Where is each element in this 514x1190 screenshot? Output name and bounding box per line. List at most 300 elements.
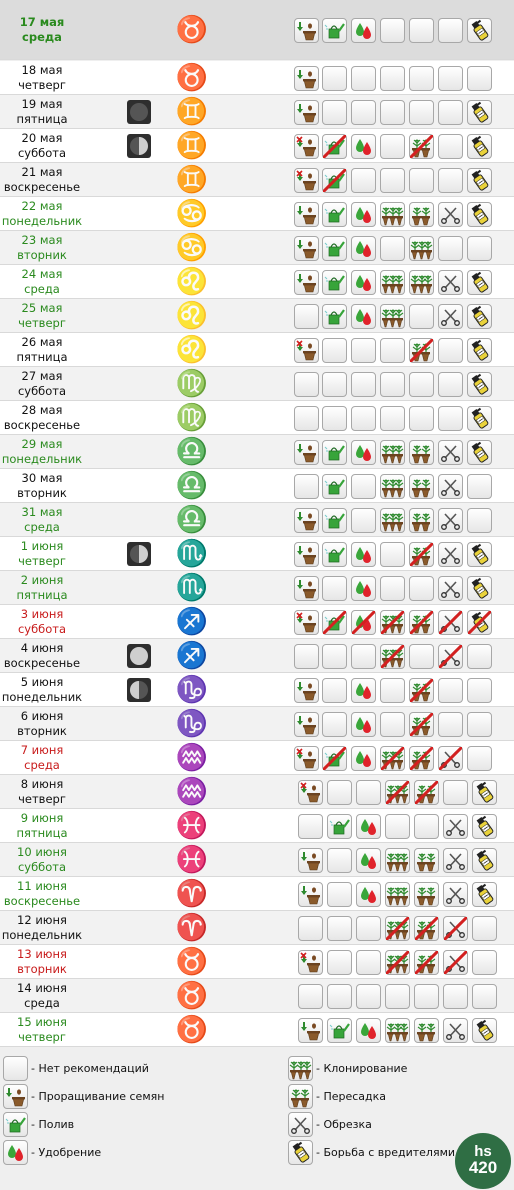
- germination-icon: [294, 678, 319, 703]
- day-row: [0, 367, 514, 401]
- transplant-icon: [409, 440, 434, 465]
- day-row: [0, 809, 514, 843]
- germination-icon: [294, 134, 319, 159]
- day-date: [0, 945, 84, 979]
- day-date: [0, 231, 84, 265]
- zodiac-sign-icon: ♋: [175, 199, 209, 229]
- spray-bottle-icon: [467, 100, 492, 125]
- date-label: 20 мая: [21, 131, 63, 145]
- day-date: [0, 61, 84, 95]
- spray-bottle-icon: [467, 202, 492, 227]
- germination-icon: [294, 508, 319, 533]
- transplant-icon: [409, 542, 434, 567]
- zodiac-sign-icon: ♎: [175, 437, 209, 467]
- empty-cell: [356, 916, 381, 941]
- germination-icon: [294, 202, 319, 227]
- empty-cell: [438, 18, 463, 43]
- day-date: [0, 707, 84, 741]
- day-date: [0, 163, 84, 197]
- day-date: [0, 775, 84, 809]
- spray-bottle-icon: [467, 542, 492, 567]
- empty-cell: [438, 236, 463, 261]
- weekday-label: среда: [24, 520, 60, 534]
- scissors-icon: [438, 508, 463, 533]
- zodiac-sign-icon: ♓: [175, 811, 209, 841]
- transplant-icon: [409, 610, 434, 635]
- day-row: [0, 197, 514, 231]
- day-row: [0, 775, 514, 809]
- zodiac-sign-icon: ♊: [175, 97, 209, 127]
- day-row: [0, 469, 514, 503]
- empty-cell: [298, 984, 323, 1009]
- day-date: [0, 605, 84, 639]
- transplant-icon: [414, 1018, 439, 1043]
- empty-cell: [438, 678, 463, 703]
- transplant-icon: [414, 916, 439, 941]
- legend-item-pruning: - Обрезка: [288, 1112, 372, 1137]
- zodiac-sign-icon: ♎: [175, 505, 209, 535]
- fertilizer-drops-icon: [3, 1140, 28, 1165]
- zodiac-sign-icon: ♒: [175, 777, 209, 807]
- empty-cell: [438, 338, 463, 363]
- day-date: [0, 639, 84, 673]
- fertilizer-drops-icon: [351, 134, 376, 159]
- weekday-label: суббота: [17, 622, 67, 636]
- empty-cell: [380, 134, 405, 159]
- day-row: [0, 571, 514, 605]
- empty-cell: [380, 18, 405, 43]
- germination-icon: [294, 66, 319, 91]
- watering-can-icon: [322, 134, 347, 159]
- zodiac-sign-icon: ♉: [175, 63, 209, 93]
- spray-bottle-icon: [472, 814, 497, 839]
- empty-cell: [443, 780, 468, 805]
- cloning-icon: [380, 270, 405, 295]
- scissors-icon: [443, 814, 468, 839]
- day-row: [0, 537, 514, 571]
- spray-bottle-icon: [288, 1140, 313, 1165]
- zodiac-sign-icon: ♍: [175, 403, 209, 433]
- spray-bottle-icon: [467, 270, 492, 295]
- zodiac-sign-icon: ♌: [175, 335, 209, 365]
- day-date: [0, 979, 84, 1013]
- transplant-icon: [409, 134, 434, 159]
- zodiac-sign-icon: ♊: [175, 131, 209, 161]
- empty-cell: [438, 372, 463, 397]
- germination-icon: [298, 848, 323, 873]
- spray-bottle-icon: [472, 1018, 497, 1043]
- day-row: [0, 979, 514, 1013]
- fertilizer-drops-icon: [351, 270, 376, 295]
- day-date: [0, 843, 84, 877]
- empty-cell: [351, 168, 376, 193]
- empty-cell: [380, 100, 405, 125]
- watering-can-icon: [322, 508, 347, 533]
- spray-bottle-icon: [472, 780, 497, 805]
- empty-cell: [438, 66, 463, 91]
- date-label: 22 мая: [21, 199, 63, 213]
- empty-cell: [472, 984, 497, 1009]
- zodiac-sign-icon: ♉: [175, 15, 209, 45]
- weekday-label: суббота: [17, 860, 67, 874]
- day-row: [0, 945, 514, 979]
- zodiac-sign-icon: ♐: [175, 641, 209, 671]
- zodiac-sign-icon: ♈: [175, 913, 209, 943]
- fertilizer-drops-icon: [356, 882, 381, 907]
- empty-cell: [409, 372, 434, 397]
- empty-cell: [414, 814, 439, 839]
- weekday-label: пятница: [16, 588, 68, 602]
- fertilizer-drops-icon: [351, 712, 376, 737]
- spray-bottle-icon: [467, 576, 492, 601]
- empty-cell: [438, 134, 463, 159]
- empty-cell: [467, 712, 492, 737]
- empty-cell: [467, 508, 492, 533]
- watering-can-icon: [322, 440, 347, 465]
- day-row: [0, 0, 514, 60]
- empty-cell: [414, 984, 439, 1009]
- date-label: 11 июня: [17, 879, 67, 893]
- legend: [0, 1046, 514, 1190]
- fertilizer-drops-icon: [351, 18, 376, 43]
- scissors-icon: [438, 304, 463, 329]
- empty-cell: [472, 950, 497, 975]
- day-row: [0, 401, 514, 435]
- spray-bottle-icon: [472, 848, 497, 873]
- scissors-icon: [438, 542, 463, 567]
- empty-cell: [438, 712, 463, 737]
- germination-icon: [294, 100, 319, 125]
- legend-item-cloning: - Клонирование: [288, 1056, 407, 1081]
- weekday-label: пятница: [16, 350, 68, 364]
- date-label: 30 мая: [21, 471, 63, 485]
- legend-item-transplant: - Пересадка: [288, 1084, 386, 1109]
- zodiac-sign-icon: ♏: [175, 573, 209, 603]
- empty-cell: [351, 372, 376, 397]
- watering-can-icon: [322, 474, 347, 499]
- day-row: [0, 163, 514, 197]
- day-row: [0, 843, 514, 877]
- transplant-icon: [409, 746, 434, 771]
- transplant-icon: [414, 950, 439, 975]
- date-label: 4 июня: [20, 641, 64, 655]
- weekday-label: вторник: [17, 486, 67, 500]
- day-row: [0, 639, 514, 673]
- cloning-icon: [385, 848, 410, 873]
- watering-can-icon: [322, 270, 347, 295]
- day-row: [0, 129, 514, 163]
- empty-cell: [438, 100, 463, 125]
- zodiac-sign-icon: ♑: [175, 675, 209, 705]
- watering-can-icon: [322, 304, 347, 329]
- transplant-icon: [288, 1084, 313, 1109]
- date-label: 28 мая: [21, 403, 63, 417]
- scissors-icon: [438, 746, 463, 771]
- fertilizer-drops-icon: [351, 746, 376, 771]
- cloning-icon: [380, 202, 405, 227]
- germination-icon: [294, 712, 319, 737]
- moon-phase-first-quarter-icon: [127, 542, 151, 566]
- germination-icon: [294, 270, 319, 295]
- weekday-label: понедельник: [1, 452, 83, 466]
- empty-cell: [409, 100, 434, 125]
- weekday-label: четверг: [18, 1030, 66, 1044]
- spray-bottle-icon: [467, 134, 492, 159]
- watering-can-icon: [3, 1112, 28, 1137]
- date-label: 24 мая: [21, 267, 63, 281]
- moon-phase-first-quarter-icon: [127, 134, 151, 158]
- scissors-icon: [443, 882, 468, 907]
- weekday-label: понедельник: [1, 928, 83, 942]
- date-label: 6 июня: [20, 709, 64, 723]
- legend-item-none: - Нет рекомендаций: [3, 1056, 149, 1081]
- watering-can-icon: [322, 236, 347, 261]
- zodiac-sign-icon: ♍: [175, 369, 209, 399]
- cloning-icon: [385, 950, 410, 975]
- date-label: 26 мая: [21, 335, 63, 349]
- day-date: [0, 809, 84, 843]
- empty-cell: [409, 406, 434, 431]
- day-row: [0, 605, 514, 639]
- empty-cell: [294, 644, 319, 669]
- empty-cell: [356, 780, 381, 805]
- date-label: 19 мая: [21, 97, 63, 111]
- day-date: [0, 469, 84, 503]
- empty-cell: [380, 372, 405, 397]
- empty-cell: [351, 100, 376, 125]
- day-row: [0, 435, 514, 469]
- empty-cell: [322, 406, 347, 431]
- date-label: 10 июня: [17, 845, 67, 859]
- day-date: [0, 299, 84, 333]
- empty-cell: [380, 406, 405, 431]
- zodiac-sign-icon: ♊: [175, 165, 209, 195]
- empty-cell: [322, 338, 347, 363]
- empty-cell: [467, 474, 492, 499]
- empty-cell: [298, 916, 323, 941]
- spray-bottle-icon: [472, 882, 497, 907]
- fertilizer-drops-icon: [351, 440, 376, 465]
- fertilizer-drops-icon: [351, 202, 376, 227]
- watering-can-icon: [322, 202, 347, 227]
- date-label: 29 мая: [21, 437, 63, 451]
- cloning-icon: [385, 780, 410, 805]
- weekday-label: четверг: [18, 554, 66, 568]
- weekday-label: воскресенье: [3, 656, 81, 670]
- date-label: 27 мая: [21, 369, 63, 383]
- cloning-icon: [380, 610, 405, 635]
- spray-bottle-icon: [467, 304, 492, 329]
- empty-cell: [356, 984, 381, 1009]
- weekday-label: вторник: [17, 724, 67, 738]
- zodiac-sign-icon: ♐: [175, 607, 209, 637]
- weekday-label: вторник: [17, 248, 67, 262]
- germination-icon: [294, 236, 319, 261]
- empty-cell: [351, 474, 376, 499]
- zodiac-sign-icon: ♎: [175, 471, 209, 501]
- cloning-icon: [380, 644, 405, 669]
- cloning-icon: [385, 916, 410, 941]
- empty-cell: [327, 984, 352, 1009]
- weekday-label: четверг: [18, 792, 66, 806]
- empty-cell: [380, 66, 405, 91]
- cloning-icon: [380, 746, 405, 771]
- date-label: 15 июня: [17, 1015, 67, 1029]
- empty-cell: [351, 508, 376, 533]
- zodiac-sign-icon: ♌: [175, 301, 209, 331]
- transplant-icon: [409, 474, 434, 499]
- scissors-icon: [443, 916, 468, 941]
- weekday-label: пятница: [16, 826, 68, 840]
- date-label: 2 июня: [20, 573, 64, 587]
- empty-cell: [385, 984, 410, 1009]
- day-row: [0, 95, 514, 129]
- fertilizer-drops-icon: [351, 576, 376, 601]
- day-date: [0, 367, 84, 401]
- day-date: [0, 401, 84, 435]
- cloning-icon: [288, 1056, 313, 1081]
- empty-cell: [438, 406, 463, 431]
- weekday-label: вторник: [17, 962, 67, 976]
- empty-cell: [322, 66, 347, 91]
- germination-icon: [294, 610, 319, 635]
- germination-icon: [298, 1018, 323, 1043]
- day-row: [0, 333, 514, 367]
- weekday-label: воскресенье: [3, 894, 81, 908]
- spray-bottle-icon: [467, 372, 492, 397]
- scissors-icon: [443, 1018, 468, 1043]
- day-date: [0, 503, 84, 537]
- day-row: [0, 707, 514, 741]
- zodiac-sign-icon: ♓: [175, 845, 209, 875]
- spray-bottle-icon: [467, 610, 492, 635]
- empty-cell: [380, 576, 405, 601]
- day-date: [0, 0, 84, 60]
- germination-icon: [298, 882, 323, 907]
- date-label: 23 мая: [21, 233, 63, 247]
- date-label: 13 июня: [17, 947, 67, 961]
- day-date: [0, 129, 84, 163]
- day-date: [0, 537, 84, 571]
- watering-can-icon: [322, 610, 347, 635]
- date-label: 7 июня: [20, 743, 64, 757]
- empty-cell: [467, 236, 492, 261]
- empty-cell: [380, 712, 405, 737]
- watering-can-icon: [327, 1018, 352, 1043]
- empty-cell: [327, 916, 352, 941]
- day-row: [0, 503, 514, 537]
- day-date: [0, 911, 84, 945]
- empty-cell: [467, 644, 492, 669]
- empty-cell: [438, 168, 463, 193]
- weekday-label: воскресенье: [3, 418, 81, 432]
- zodiac-sign-icon: ♏: [175, 539, 209, 569]
- day-date: [0, 741, 84, 775]
- legend-item-fertilizer: - Удобрение: [3, 1140, 101, 1165]
- spray-bottle-icon: [467, 338, 492, 363]
- date-label: 12 июня: [17, 913, 67, 927]
- watering-can-icon: [322, 746, 347, 771]
- empty-cell: [294, 406, 319, 431]
- date-label: 5 июня: [20, 675, 64, 689]
- empty-cell: [322, 644, 347, 669]
- scissors-icon: [443, 950, 468, 975]
- date-label: 14 июня: [17, 981, 67, 995]
- empty-cell: [409, 644, 434, 669]
- empty-cell: [380, 542, 405, 567]
- germination-icon: [294, 18, 319, 43]
- moon-phase-last-quarter-icon: [127, 678, 151, 702]
- day-date: [0, 571, 84, 605]
- scissors-icon: [438, 644, 463, 669]
- hs420-logo: hs 420: [455, 1133, 511, 1189]
- empty-cell: [327, 780, 352, 805]
- empty-cell: [443, 984, 468, 1009]
- scissors-icon: [438, 576, 463, 601]
- day-row: [0, 877, 514, 911]
- empty-cell: [472, 916, 497, 941]
- spray-bottle-icon: [467, 440, 492, 465]
- empty-cell: [467, 66, 492, 91]
- day-row: [0, 911, 514, 945]
- scissors-icon: [438, 202, 463, 227]
- cloning-icon: [380, 474, 405, 499]
- date-label: 25 мая: [21, 301, 63, 315]
- spray-bottle-icon: [467, 406, 492, 431]
- empty-cell: [322, 576, 347, 601]
- empty-cell: [409, 168, 434, 193]
- scissors-icon: [438, 440, 463, 465]
- germination-icon: [294, 542, 319, 567]
- day-date: [0, 1013, 84, 1047]
- empty-cell: [467, 678, 492, 703]
- germination-icon: [298, 780, 323, 805]
- day-row: [0, 1013, 514, 1047]
- zodiac-sign-icon: ♉: [175, 947, 209, 977]
- empty-cell: [327, 848, 352, 873]
- date-label: 9 июня: [20, 811, 64, 825]
- empty-cell: [380, 338, 405, 363]
- germination-icon: [298, 950, 323, 975]
- weekday-label: понедельник: [1, 690, 83, 704]
- empty-cell: [356, 950, 381, 975]
- germination-icon: [294, 576, 319, 601]
- empty-cell: [298, 814, 323, 839]
- scissors-icon: [288, 1112, 313, 1137]
- scissors-icon: [438, 270, 463, 295]
- weekday-label: четверг: [18, 78, 66, 92]
- day-date: [0, 877, 84, 911]
- empty-cell: [409, 66, 434, 91]
- date-label: 3 июня: [20, 607, 64, 621]
- empty-cell: [351, 338, 376, 363]
- transplant-icon: [409, 338, 434, 363]
- date-label: 21 мая: [21, 165, 63, 179]
- empty-cell: [409, 18, 434, 43]
- day-row: [0, 61, 514, 95]
- zodiac-sign-icon: ♋: [175, 233, 209, 263]
- weekday-label: суббота: [17, 146, 67, 160]
- transplant-icon: [409, 202, 434, 227]
- germination-icon: [294, 440, 319, 465]
- day-date: [0, 265, 84, 299]
- empty-cell: [322, 372, 347, 397]
- fertilizer-drops-icon: [356, 1018, 381, 1043]
- empty-cell: [322, 712, 347, 737]
- empty-cell: [380, 236, 405, 261]
- day-row: [0, 673, 514, 707]
- day-row: [0, 265, 514, 299]
